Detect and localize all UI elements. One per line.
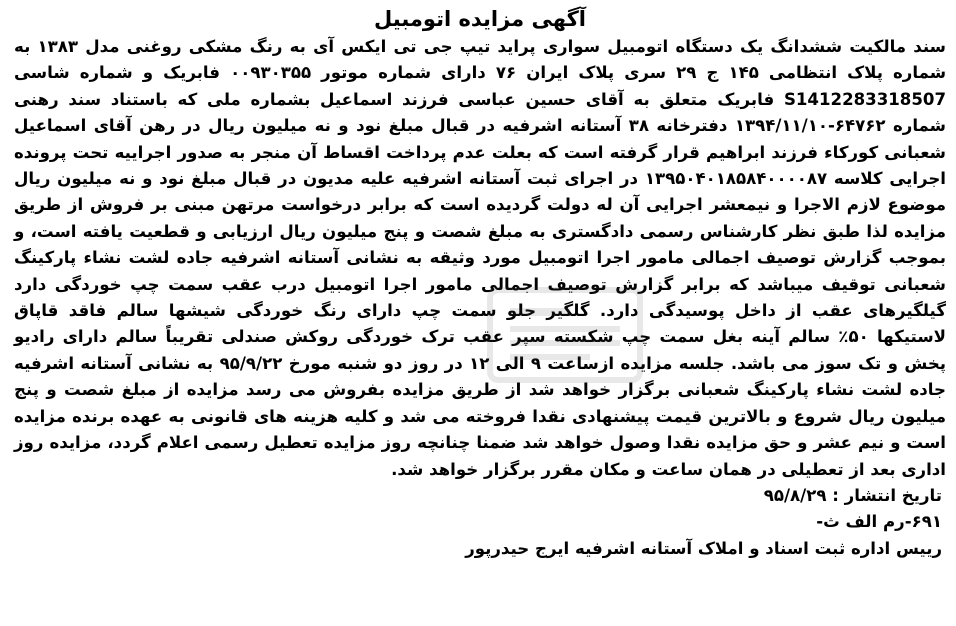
notice-body: سند مالکیت ششدانگ یک دستگاه اتومبیل سواری پراید تیپ جی تی ایکس آی به رنگ مشکی روغنی مدل ۱۳۸۳ به شماره پلاک انتظامی ۱۴۵ ج ۲۹ سری پلاک ایران ۷۶ دارای شماره موتور ۰۰۹۳۰۳۵۵ فابریک و شماره شاسی S1412283318507 فابریک متعلق به آقای حسین عباسی فرزند اسماعیل بشماره ملی که باستناد سند رهنی شماره ۶۴۷۶۲-۱۳۹۴/۱۱/۱۰ دفترخانه ۳۸ آستانه اشرفیه در قبال مبلغ نود و نه میلیون ریال در رهن آقای اسماعیل شعبانی کورکاء فرزند ابراهیم قرار گرفته است که بعلت عدم پرداخت اقساط آن منجر به صدور اجراییه تحت پرونده اجرایی کلاسه ۱۳۹۵۰۴۰۱۸۵۸۴۰۰۰۰۸۷ در اجرای ثبت آستانه اشرفیه علیه مدیون در قبال مبلغ نود و نه میلیون ریال موضوع لازم الاجرا و نیمعشر اجرایی آن له دولت گردیده است که برابر درخواست مرتهن مبنی بر فروش از طریق مزایده لذا طبق نظر کارشناس رسمی دادگستری به مبلغ شصت و پنج میلیون ریال ارزیابی و قطعیت یافته است، و بموجب گزارش توصیف اجمالی مامور اجرا اتومبیل مورد وثیقه به نشانی آستانه اشرفیه جاده لشت نشاء پارکینگ شعبانی توقیف میباشد که برابر گزارش توصیف اجمالی مامور اجرا اتومبیل درب عقب سمت چپ خوردگی دارد گیلگیرهای عقب از داخل پوسیدگی دارد. گلگیر جلو سمت چپ دارای رنگ خوردگی شیشها سالم فاقد قاپاق لاستیکها ۵۰٪ سالم آینه بغل سمت چپ شکسته سپر عقب ترک خوردگی روکش صندلی تقریباً سالم دارای رادیو پخش و تک سوز می باشد. جلسه مزایده ازساعت ۹ الی ۱۲ در روز دو شنبه مورخ ۹۵/۹/۲۲ به نشانی آستانه اشرفیه جاده لشت نشاء پارکینگ شعبانی برگزار خواهد شد از طریق مزایده بفروش می رسد مزایده از مبلغ شصت و پنج میلیون ریال شروع و بالاترین قیمت پیشنهادی نقدا فروخته می شد و کلیه هزینه های قانونی به عهده برنده مزایده است و نیم عشر و حق مزایده نقدا وصول خواهد شد ضمنا چنانچه روز مزایده تعطیل رسمی اعلام گردد، مزایده روز اداری بعد از تعطیلی در همان ساعت و مکان مقرر برگزار خواهد شد. xyxy=(14,37,947,479)
publish-date: تاریخ انتشار : ۹۵/۸/۲۹ xyxy=(763,485,942,505)
reference-code: ۶۹۱-رم الف ث- xyxy=(816,512,942,532)
notice-title: آگهی مزایده اتومبیل xyxy=(374,7,586,31)
signature-line: رییس اداره ثبت اسناد و املاک آستانه اشرفیه ایرج حیدرپور xyxy=(465,538,942,558)
notice-footer xyxy=(14,483,946,562)
